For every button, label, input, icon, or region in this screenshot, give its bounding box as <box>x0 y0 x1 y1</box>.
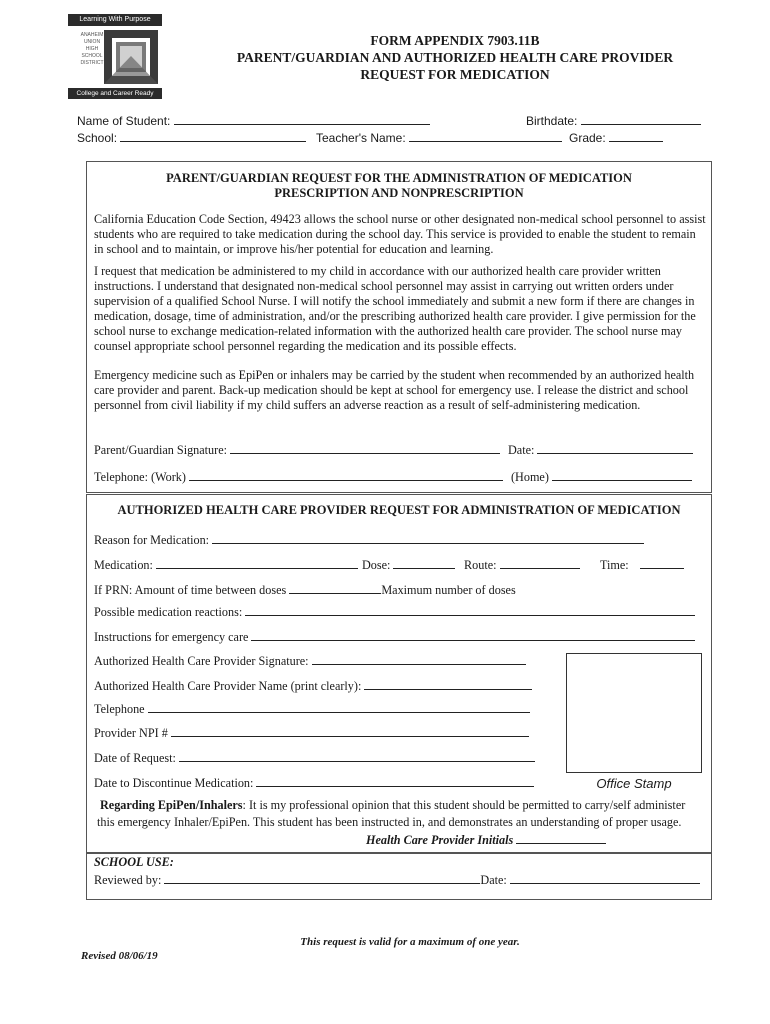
school-label: School: <box>77 131 118 145</box>
provider-name-label: Authorized Health Care Provider Name (print clearly): <box>94 679 362 693</box>
provider-name-field[interactable] <box>364 676 532 690</box>
telephone-home-row <box>511 467 692 485</box>
parent-date-field[interactable] <box>537 440 693 454</box>
validity-note-period: . <box>516 936 520 948</box>
grade-label: Grade: <box>569 131 606 145</box>
date-request-field[interactable] <box>179 748 535 762</box>
birthdate-field[interactable] <box>581 111 701 125</box>
provider-telephone-label: Telephone <box>94 702 145 716</box>
prn-field[interactable] <box>289 580 381 594</box>
prn-label: If PRN: Amount of time between doses <box>94 583 287 597</box>
time-label: Time: <box>600 558 629 572</box>
parent-date-row <box>508 440 693 458</box>
parent-signature-row <box>94 440 500 458</box>
route-row <box>464 555 580 573</box>
district-name: ANAHEIM UNION HIGH SCHOOL DISTRICT <box>80 32 104 66</box>
time-row <box>600 555 684 573</box>
student-name-field[interactable] <box>174 111 430 125</box>
reason-label: Reason for Medication: <box>94 533 210 547</box>
max-doses-label: Maximum number of doses <box>381 583 516 597</box>
parent-signature-label: Parent/Guardian Signature: <box>94 443 228 457</box>
grade-row <box>569 128 663 145</box>
telephone-work-label: Telephone: (Work) <box>94 470 186 484</box>
date-request-row <box>94 748 535 766</box>
discontinue-label: Date to Discontinue Medication: <box>94 776 254 790</box>
school-field[interactable] <box>120 128 306 142</box>
teacher-row <box>316 128 562 145</box>
dose-field[interactable] <box>393 555 455 569</box>
discontinue-row <box>94 773 534 791</box>
provider-signature-label: Authorized Health Care Provider Signature: <box>94 654 309 668</box>
telephone-work-field[interactable] <box>189 467 503 481</box>
telephone-work-row <box>94 467 503 485</box>
provider-signature-field[interactable] <box>312 651 526 665</box>
npi-row <box>94 723 529 741</box>
reason-field[interactable] <box>212 530 644 544</box>
logo-bottom-banner: College and Career Ready <box>68 88 162 99</box>
parent-request-paragraph: I request that medication be administered to my child in accordance with our authorized health care provider written instructions. I understand that designated non-medical school personnel may assist in carrying out written orders under supervision of a qualified School Nurse. I will notify the school immediately and submit a new form if there are changes in medication, dosage, time of administration, and/or the prescribing authorized health care provider. I give permission for the school nurse to exchange medication-related information with the authorized health care provider. The school nurse may counsel appropriate school personnel regarding the medication and its possible effects. <box>94 264 696 353</box>
emergency-care-label: Instructions for emergency care <box>94 630 249 644</box>
provider-name-row <box>94 676 532 694</box>
logo-top-banner: Learning With Purpose <box>68 14 162 26</box>
medication-field[interactable] <box>156 555 358 569</box>
birthdate-row <box>526 111 701 128</box>
time-field[interactable] <box>640 555 684 569</box>
provider-telephone-field[interactable] <box>148 699 530 713</box>
epipen-statement-line2: this emergency Inhaler/EpiPen. This student has been instructed in, and demonstrates an understanding of proper usage. <box>97 815 682 829</box>
validity-note <box>0 936 770 948</box>
initials-row <box>366 830 606 848</box>
validity-note-text: This request is valid for a maximum of one year <box>300 936 517 948</box>
npi-field[interactable] <box>171 723 529 737</box>
birthdate-label: Birthdate: <box>526 114 578 128</box>
telephone-home-field[interactable] <box>552 467 692 481</box>
reactions-field[interactable] <box>245 602 695 616</box>
telephone-home-label: (Home) <box>511 470 549 484</box>
discontinue-field[interactable] <box>256 773 534 787</box>
office-stamp-label: Office Stamp <box>596 776 672 791</box>
epipen-statement <box>100 798 710 813</box>
parent-signature-field[interactable] <box>230 440 500 454</box>
emergency-care-field[interactable] <box>251 627 695 641</box>
medication-row <box>94 555 358 573</box>
emergency-medicine-paragraph: Emergency medicine such as EpiPen or inhalers may be carried by the student when recommended by an authorized health care provider and parent. Back-up medication should be kept at school for emergency use. I release the district and school personnel from civil liability if my child suffers an adverse reaction as a result of self-administering medication. <box>94 368 695 412</box>
emergency-care-row <box>94 627 695 645</box>
student-name-row <box>77 111 430 128</box>
school-row <box>77 128 306 145</box>
parent-section-subtitle: PRESCRIPTION AND NONPRESCRIPTION <box>274 186 524 200</box>
office-stamp-box[interactable] <box>566 653 702 773</box>
parent-date-label: Date: <box>508 443 535 457</box>
school-date-field[interactable] <box>510 870 700 884</box>
route-field[interactable] <box>500 555 580 569</box>
dose-row <box>362 555 455 573</box>
reviewed-by-field[interactable] <box>164 870 480 884</box>
epipen-heading: Regarding EpiPen/Inhalers <box>100 798 243 812</box>
education-code-paragraph: California Education Code Section, 49423 allows the school nurse or other designated non-medical school personnel to assist students who are required to take medication during the school day. This service is provided to enable the student to remain in school and to maintain, or improve his/her potential for education and learning. <box>94 212 706 256</box>
dose-label: Dose: <box>362 558 391 572</box>
epipen-text: : It is my professional opinion that this student should be permitted to carry/self administer <box>242 798 686 812</box>
reason-row <box>94 530 644 548</box>
revised-date: Revised 08/06/19 <box>81 950 158 962</box>
initials-label: Health Care Provider Initials <box>366 833 514 847</box>
teacher-label: Teacher's Name: <box>316 131 406 145</box>
route-label: Route: <box>464 558 497 572</box>
teacher-field[interactable] <box>409 128 562 142</box>
reviewed-by-row <box>94 870 700 888</box>
reactions-label: Possible medication reactions: <box>94 605 243 619</box>
reviewed-by-label: Reviewed by: <box>94 873 162 887</box>
grade-field[interactable] <box>609 128 663 142</box>
reactions-row <box>94 602 695 620</box>
student-name-label: Name of Student: <box>77 114 171 128</box>
form-number: FORM APPENDIX 7903.11B <box>370 33 540 48</box>
date-request-label: Date of Request: <box>94 751 176 765</box>
initials-field[interactable] <box>516 830 606 844</box>
parent-section-title: PARENT/GUARDIAN REQUEST FOR THE ADMINISTRATION OF MEDICATION <box>166 171 632 185</box>
provider-signature-row <box>94 651 526 669</box>
form-subtitle: REQUEST FOR MEDICATION <box>360 67 550 82</box>
provider-section-title: AUTHORIZED HEALTH CARE PROVIDER REQUEST FOR ADMINISTRATION OF MEDICATION <box>117 503 681 517</box>
prn-row <box>94 580 516 598</box>
npi-label: Provider NPI # <box>94 726 168 740</box>
form-title: PARENT/GUARDIAN AND AUTHORIZED HEALTH CARE PROVIDER <box>236 50 674 65</box>
school-use-title: SCHOOL USE: <box>94 855 174 869</box>
medication-label: Medication: <box>94 558 153 572</box>
provider-telephone-row <box>94 699 530 717</box>
school-date-label: Date: <box>480 873 507 887</box>
